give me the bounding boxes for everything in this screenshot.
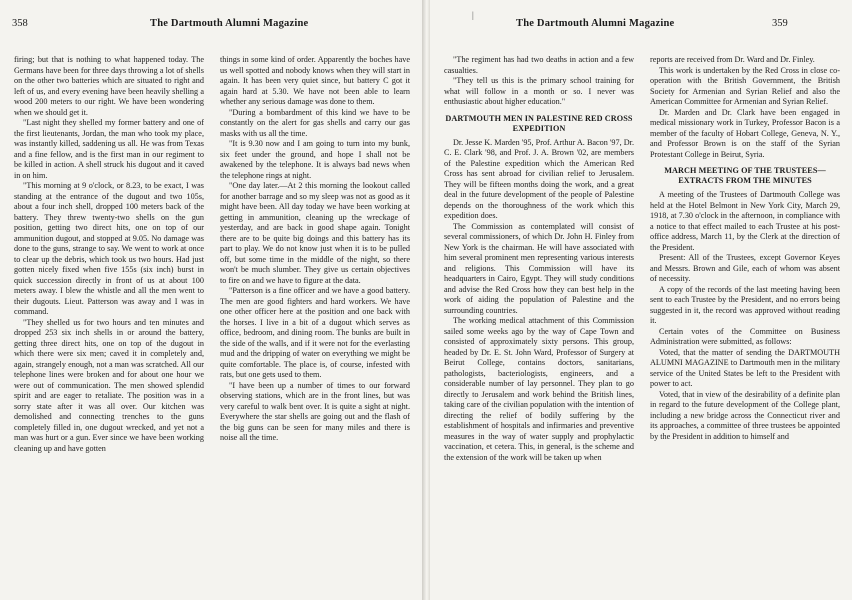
paragraph: firing; but that is nothing to what happened today. The Germans have been for three days throwing a lot of shells on the other two batteries which are situated to right and left of us, and every evening have been heavily shelling a wood 200 meters to our right. We have been wondering when we should get it. [14,55,204,117]
right-page-number: 359 [772,18,788,29]
paragraph: things in some kind of order. Apparently the boches have us well spotted and nobody knows when they will start in again. It has been very quiet since, but battery C got it again hard at 5.30. We have not been able to learn whether any serious damage was done to them. [220,55,410,106]
article-heading-trustees: MARCH MEETING OF THE TRUSTEES—EXTRACTS FROM THE MINUTES [664,166,826,185]
paragraph: A meeting of the Trustees of Dartmouth College was held at the Hotel Belmont in New York City, March 29, 1918, at 7.30 o'clock in the afternoon, in compliance with a notice to that effect mailed to each Trustee at his post-office address, March 11, by the Clerk at the direction of the President. [650,190,840,252]
right-running-head: The Dartmouth Alumni Magazine [516,18,675,29]
paragraph: "They shelled us for two hours and ten minutes and dropped 253 six inch shells in or around the battery, getting three direct hits, one on top of the dugout in which there were six men; caved it in completely and, again, strangely enough, not a man was scratched. All our telephone lines were broken and for about one hour we were out of communication. The men showed splendid spirit and are eager to retaliate. The position was in a sorry state after it was all over. Our kitchen was demolished and connecting trenches to the guns completely filled in, one dugout wrecked, and yet not a man was hurt or a gun. Ever since we have been working cleaning up and have gotten [14,317,204,453]
paragraph: "During a bombardment of this kind we have to be constantly on the alert for gas shells and carry our gas masks with us all the time. [220,107,410,138]
paragraph: A copy of the records of the last meeting having been sent to each Trustee by the President, and no errors being suggested in it, the record was approved without reading it. [650,284,840,325]
paragraph: "One day later.—At 2 this morning the lookout called for another barrage and so my sleep was not as good as it might have been. All day today we have been working at getting in ammunition, cleaning up the wreckage of yesterday, and are back in good shape again. Tonight there are to be quite big doings and this battery has its part to play. We do not know just when it is to be pulled off, but some time in the middle of the night, so there won't be much slumber. They give us certain objectives to fire on and we have to figure at the data. [220,181,410,285]
left-column-2 [220,55,410,444]
paragraph: Voted, that the matter of sending the DARTMOUTH ALUMNI MAGAZINE to Dartmouth men in the military service of the United States be left to the President with power to act. [650,347,840,388]
paragraph: This work is undertaken by the Red Cross in close co-operation with the British Government, the British Society for Armenian and Syrian Relief and also the American Committee for Armenian and Syrian Relief. [650,65,840,106]
paragraph: "I have been up a number of times to our forward observing stations, which are in the front lines, but was very careful to walk bent over. It is quite a sight at night. Everywhere the star shells are going out and the flash of the big guns can be seen for many miles and there is noise all the time. [220,380,410,442]
left-column-1 [14,55,204,454]
paragraph: "They tell us this is the primary school training for what will follow in a month or so. I never was enthusiastic about higher education." [444,76,634,106]
page-mark: | [472,10,474,20]
article-heading-palestine: DARTMOUTH MEN IN PALESTINE RED CROSS EXPEDITION [445,113,633,133]
paragraph: Dr. Jesse K. Marden '95, Prof. Arthur A. Bacon '97, Dr. C. E. Clark '98, and Prof. J. A. Brown '02, are members of the Palestine expedition which the American Red Cross has sent abroad for civilian relief to Jerusalem. They will be fifteen months doing the work, and a great deal in the future development of the people of Palestine depends on the thoroughness of the work which this expedition does. [444,137,634,220]
paragraph: "Last night they shelled my former battery and one of the first lieutenants, Jordan, the man who took my place, was instantly killed, saddening us all. He was from Texas and a fine fellow, and is the first man in our regiment to be killed in action. A shell struck his dugout and it caved in on him. [14,118,204,180]
right-page [430,0,852,600]
paragraph: The working medical attachment of this Commission sailed some weeks ago by the way of Cape Town and consisted of approximately sixty persons. This group, headed by Dr. E. St. John Ward, Professor of Surgery at Beirut College, contains doctors, sanitarians, pathologists, bacteriologists, engineers, and a considerable number of lay personnel. They plan to go directly to Jerusalem and work behind the British lines, taking care of the civilian population with the intention of directing the relief of bodily suffering by the establishment of hospitals and infirmaries and preventive measures in the way of water supply and prophylactic vaccination, et cetera. This, in general, is the scheme and the extension of the work will be taken up when [444,316,634,462]
paragraph: Dr. Marden and Dr. Clark have been engaged in medical missionary work in Turkey, Professor Bacon is a member of the faculty of Hobart College, Geneva, N. Y., and Professor Brown is on the staff of the Syrian Protestant College in Beirut, Syria. [650,107,840,159]
left-running-head: The Dartmouth Alumni Magazine [150,18,309,29]
paragraph: "This morning at 9 o'clock, or 8.23, to be exact, I was standing at the entrance of the dugout and two 105s, about a four inch shell, dropped 100 meters back of the battery. They threw twenty-two shells on the gun position, getting two direct hits, one on top of our ammunition dugout, and stopped at 9.05. No damage was done to the guns, strange to say. We went to work at once to clear up the debris, which took us two hours. Had just gotten nicely fixed when five 155s (six inch) burst in quick succession directly in front of us at about 100 meters away. I blew the whistle and all the men went to their dugouts. Lieut. Patterson was away and I was in command. [14,181,204,316]
paragraph: Voted, that in view of the desirability of a definite plan in regard to the future development of the College plant, including a new bridge across the Connecticut river and its approaches, a committee of three trustees be appointed by the President in addition to himself and [650,389,840,441]
paragraph: "It is 9.30 now and I am going to turn into my bunk, six feet under the ground, and hope I shall not be awakened by the telephone. It is always bad news when the telephone rings at night. [220,139,410,180]
left-page [0,0,422,600]
book-gutter [422,0,430,600]
right-column-2 [650,55,840,442]
right-column-1 [444,55,634,463]
paragraph: "The regiment has had two deaths in action and a few casualties. [444,55,634,75]
paragraph: The Commission as contemplated will consist of several commissioners, of which Dr. John H. Finley from New York is the chairman. He will have associated with him several prominent men representing various interests and religions. This Commission will have its headquarters in Cairo, Egypt. They will study conditions and advise the Red Cross how they can best help in the work of aiding the population of Palestine and the surrounding countries. [444,221,634,315]
paragraph: "Patterson is a fine officer and we have a good battery. The men are good fighters and hard workers. We have one other officer here at the position and one back with the horses. I live in a bit of a dugout which serves as office, bedroom, and dining room. The bunks are built in the side of the walls, and if it were not for the everlasting mud and the dripping of water on everything we might be quite comfortable. The place is, of course, infested with rats, but one gets used to them. [220,286,410,379]
paragraph: Certain votes of the Committee on Business Administration were submitted, as follows: [650,326,840,346]
paragraph: reports are received from Dr. Ward and Dr. Finley. [650,55,815,64]
left-page-number: 358 [12,18,28,29]
paragraph: Present: All of the Trustees, except Governor Keyes and Messrs. Brown and Gile, each of whom was absent of necessity. [650,253,840,283]
